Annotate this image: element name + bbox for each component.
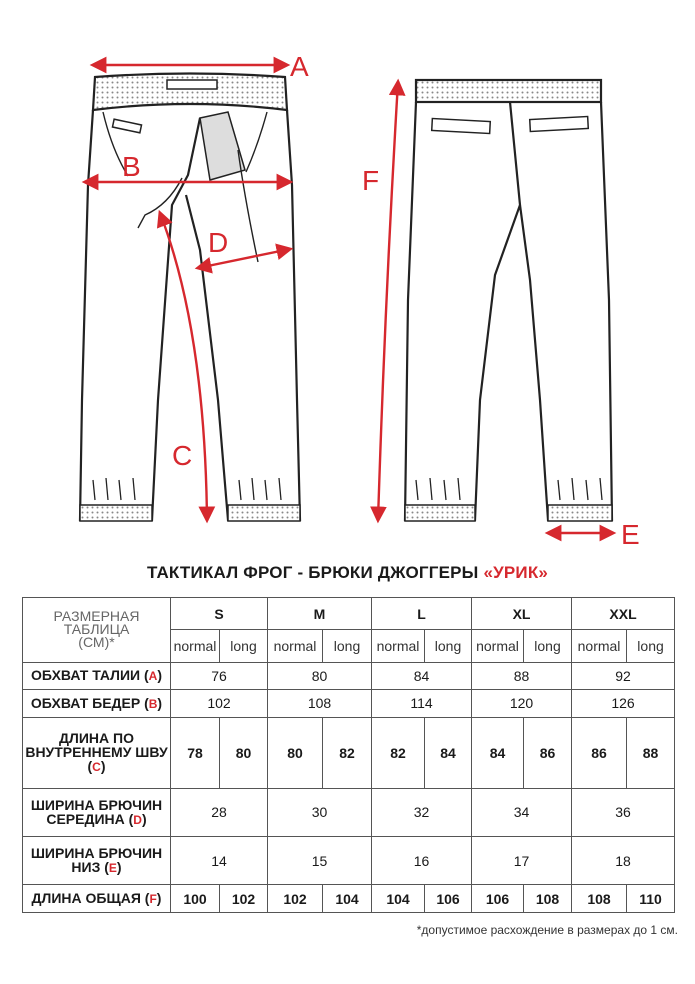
letter-f: F [362,165,380,196]
table-cell: 102 [220,885,268,913]
title-accent: «УРИК» [483,563,549,582]
size-header-row [23,598,675,630]
table-cell: 76 [171,662,268,689]
table-cell: 110 [627,885,675,913]
table-cell: 28 [171,788,268,836]
table-cell: 86 [524,717,572,788]
table-cell: 108 [572,885,627,913]
table-cell: 102 [171,690,268,717]
table-cell: 34 [472,788,572,836]
table-cell: 18 [572,837,675,885]
front-waistband [93,74,287,111]
table-cell: 80 [268,662,372,689]
table-cell: 84 [372,662,472,689]
fit-long: long [627,630,675,662]
letter-c: C [172,440,193,471]
fit-normal: normal [472,630,524,662]
table-cell: 106 [425,885,472,913]
letter-b: B [122,151,141,182]
arrow-f [378,82,398,520]
table-cell: 106 [472,885,524,913]
table-cell: 108 [268,690,372,717]
size-xl: XL [472,598,572,630]
table-cell: 104 [323,885,372,913]
back-cuff-right [548,505,612,521]
row-label: ОБХВАТ ТАЛИИ (A) [23,662,171,689]
letter-e: E [621,519,640,550]
size-m: M [268,598,372,630]
fit-normal: normal [572,630,627,662]
back-waistband [416,80,601,102]
footnote: *допустимое расхождение в размерах до 1 см. [416,923,678,937]
front-coin-pocket [112,119,141,133]
table-cell: 14 [171,837,268,885]
front-cuff-gathers [93,478,281,500]
table-cell: 86 [572,717,627,788]
table-cell: 92 [572,662,675,689]
fit-long: long [220,630,268,662]
front-cuff-right [228,505,300,521]
row-waist [23,662,675,689]
table-cell: 104 [372,885,425,913]
title-main: ТАКТИКАЛ ФРОГ - БРЮКИ ДЖОГГЕРЫ [146,563,484,582]
fit-normal: normal [372,630,425,662]
table-cell: 32 [372,788,472,836]
front-drawcord-left [138,178,182,228]
size-xxl: XXL [572,598,675,630]
fit-normal: normal [268,630,323,662]
fit-long: long [323,630,372,662]
size-s: S [171,598,268,630]
table-cell: 88 [472,662,572,689]
row-label: ДЛИНА ПО ВНУТРЕННЕМУ ШВУ (C) [23,717,171,788]
front-cuff-left [80,505,152,521]
row-label: ШИРИНА БРЮЧИН НИЗ (E) [23,837,171,885]
product-title [0,563,695,583]
table-cell: 102 [268,885,323,913]
row-total-length [23,885,675,913]
back-pocket-right [530,116,589,131]
back-view [405,80,612,521]
back-cuff-gathers [416,478,602,500]
letter-d: D [208,227,229,258]
fit-normal: normal [171,630,220,662]
table-cell: 82 [372,717,425,788]
table-cell: 108 [524,885,572,913]
fit-long: long [425,630,472,662]
table-cell: 80 [220,717,268,788]
row-inseam [23,717,675,788]
table-cell: 15 [268,837,372,885]
size-l: L [372,598,472,630]
size-table [22,597,675,913]
table-cell: 100 [171,885,220,913]
table-cell: 78 [171,717,220,788]
table-cell: 30 [268,788,372,836]
row-hips [23,690,675,717]
row-label: ДЛИНА ОБЩАЯ (F) [23,885,171,913]
table-cell: 16 [372,837,472,885]
row-bottom-width [23,837,675,885]
table-cell: 126 [572,690,675,717]
table-cell: 17 [472,837,572,885]
table-cell: 114 [372,690,472,717]
back-cuff-left [405,505,475,521]
row-mid-width [23,788,675,836]
front-pocket-right [246,112,267,172]
letter-a: A [290,51,309,82]
table-cell: 82 [323,717,372,788]
table-cell: 84 [425,717,472,788]
table-header-label: РАЗМЕРНАЯ ТАБЛИЦА (СМ)* [23,598,171,663]
front-waist-label [167,80,217,89]
back-right-leg [520,102,612,520]
back-pocket-left [432,118,491,133]
back-left-leg [405,102,520,520]
row-label: ОБХВАТ БЕДЕР (B) [23,690,171,717]
table-cell: 84 [472,717,524,788]
table-cell: 120 [472,690,572,717]
table-cell: 88 [627,717,675,788]
row-label: ШИРИНА БРЮЧИН СЕРЕДИНА (D) [23,788,171,836]
front-right-leg [186,110,300,520]
fit-long: long [524,630,572,662]
front-zip-flap [200,112,245,180]
table-cell: 80 [268,717,323,788]
table-cell: 36 [572,788,675,836]
